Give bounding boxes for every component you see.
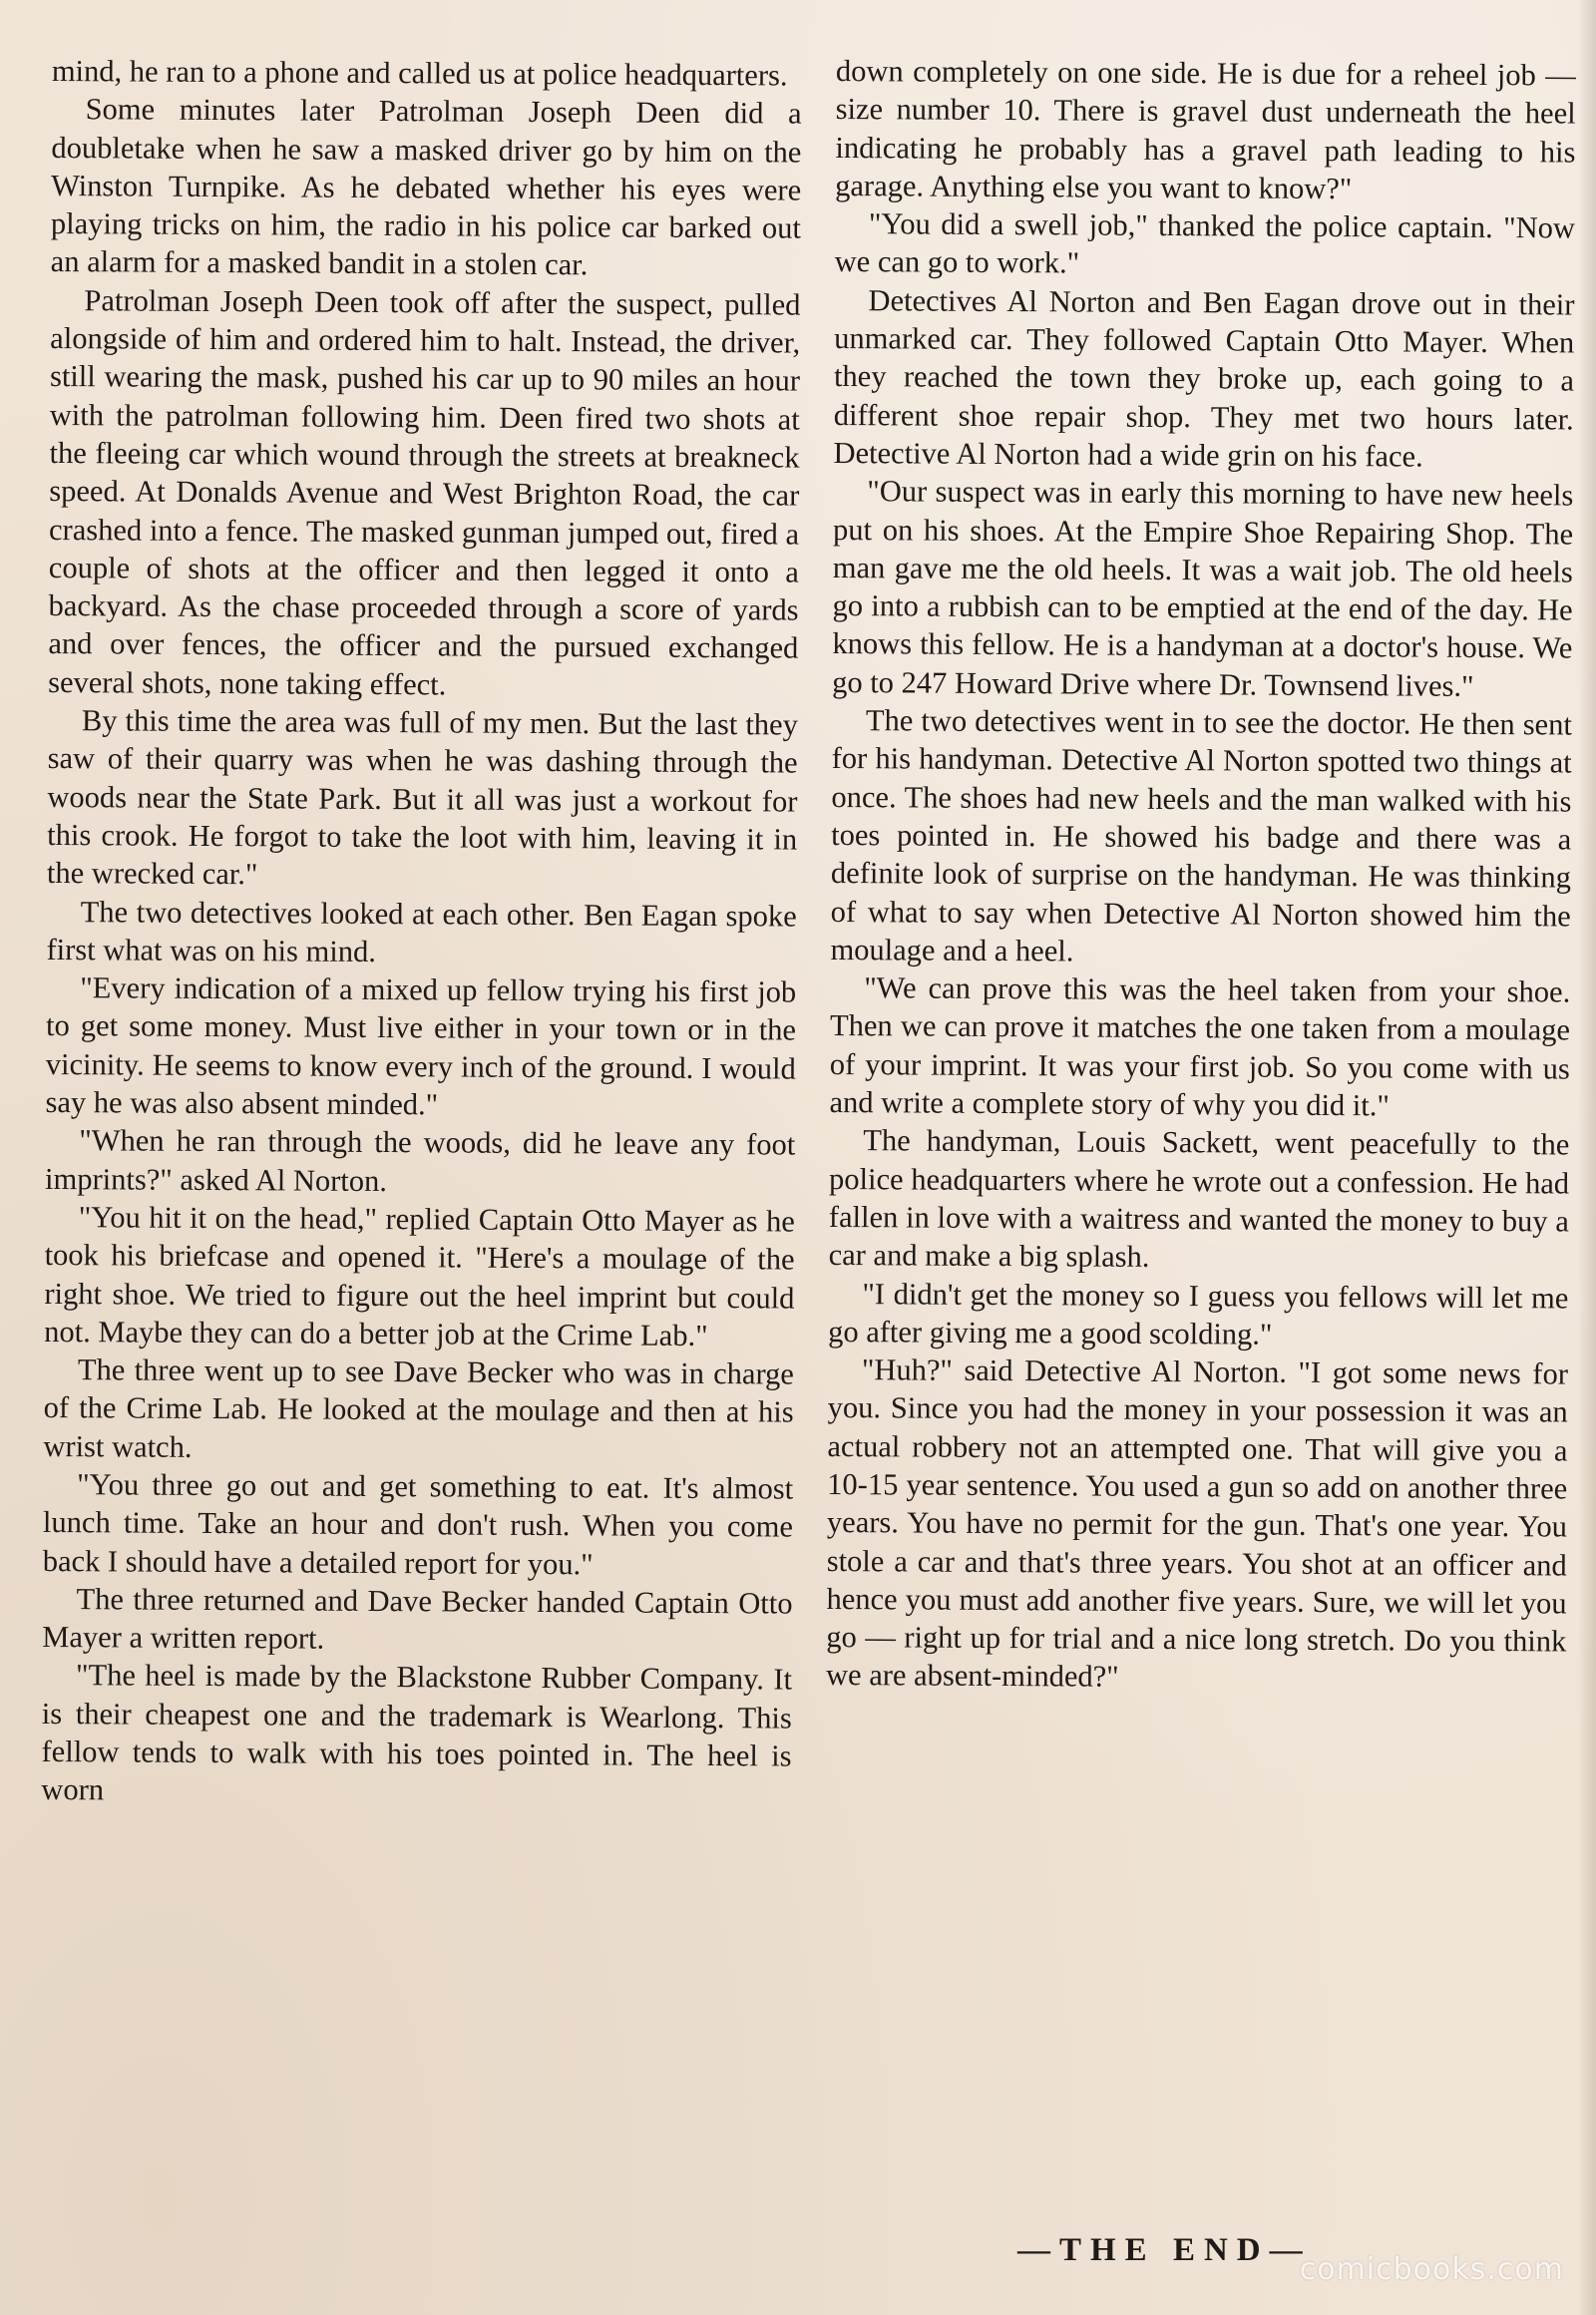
paragraph: The three returned and Dave Becker handed Captain Otto Mayer a written report. [42,1582,793,1656]
paragraph: "Our suspect was in early this morning to have new heels put on his shoes. At the Empire Shoe Repairing Shop. The man gave me the old heels. It was a wait job. The old heels go into a rubbish can to be emptied at the end of the day. He knows this fellow. He is a handyman at a doctor's house. We go to 247 Howard Drive where Dr. Townsend lives." [832,474,1574,703]
paragraph: The two detectives looked at each other. Ben Eagan spoke first what was on his mind. [46,894,797,968]
paragraph: "You hit it on the head," replied Captain Otto Mayer as he took his briefcase and opened it. "Here's a moulage of the right shoe. We tried to figure out the heel imprint but could not. Maybe they can do a better job at the Crime Lab." [44,1200,795,1352]
right-text-column [826,52,1576,1699]
paragraph: "You three go out and get something to eat. It's almost lunch time. Take an hour and don't rush. When you come back I should have a detailed report for you." [42,1467,794,1581]
paragraph: "Huh?" said Detective Al Norton. "I got some news for you. Since you had the money in your possession it was an actual robbery not an attempted one. That will give you a 10-15 year sentence. You used a gun so add on another three years. You have no permit for the gun. That's one year. You stole a car and that's three years. You shot at an officer and hence you must add another five years. Sure, we will let you go — right up for trial and a nice long stretch. Do you think we are absent-minded?" [825,1352,1569,1695]
paragraph: "You did a swell job," thanked the police captain. "Now we can go to work." [834,206,1576,280]
paragraph: Some minutes later Patrolman Joseph Deen did a doubletake when he saw a masked driver go by him on the Winston Turnpike. As he debated whether his eyes were playing tricks on him, the radio in his police car barked out an alarm for a masked bandit in a stolen car. [50,92,802,282]
paragraph: "Every indication of a mixed up fellow trying his first job to get some money. Must live either in your town or in the vicinity. He seems to know every inch of the ground. I would say he was also absent minded." [45,970,797,1122]
paragraph: Patrolman Joseph Deen took off after the suspect, pulled alongside of him and ordered him to halt. Instead, the driver, still wearing the mask, pushed his car up to 90 miles an hour with the patrolman following him. Deen fired two shots at the fleeing car which wound through the streets at breakneck speed. At Donalds Avenue and West Brighton Road, the car crashed into a fence. The masked gunman jumped out, fired a couple of shots at the officer and then legged it onto a backyard. As the chase proceeded through a score of yards and over fences, the officer and the pursued exchanged several shots, none taking effect. [48,282,801,702]
left-text-column [41,52,802,1813]
site-watermark: comicbooks.com [1299,2252,1564,2287]
paragraph: down completely on one side. He is due for a reheel job — size number 10. There is gravel dust underneath the heel indicating he probably has a gravel path leading to his garage. Anything else you want to know?" [835,53,1576,206]
paragraph: The three went up to see Dave Becker who was in charge of the Crime Lab. He looked at the moulage and then at his wrist watch. [43,1352,795,1464]
paragraph: "We can prove this was the heel taken from your shoe. Then we can prove it matches the one taken from a moulage of your imprint. It was your first job. So you come with us and write a complete story of why you did it." [829,970,1571,1123]
paragraph: Detectives Al Norton and Ben Eagan drove out in their unmarked car. They followed Captain Otto Mayer. When they reached the town they broke up, each going to a different shoe repair shop. They met two hours later. Detective Al Norton had a wide grin on his face. [833,282,1575,474]
paragraph: The handyman, Louis Sackett, went peacefully to the police headquarters where he wrote out a confession. He had fallen in love with a waitress and wanted the money to buy a car and make a big splash. [828,1123,1570,1275]
paragraph: By this time the area was full of my men. But the last they saw of their quarry was when he was dashing through the woods near the State Park. But it all was just a workout for this crook. He forgot to take the loot with him, leaving it in the wrecked car." [46,703,798,892]
paragraph: "When he ran through the woods, did he leave any foot imprints?" asked Al Norton. [44,1123,796,1198]
paragraph: The two detectives went in to see the doctor. He then sent for his handyman. Detective Al Norton spotted two things at once. The shoes had new heels and the man walked with his toes pointed in. He showed his badge and there was a definite look of surprise on the handyman. He was thinking of what to say when Detective Al Norton showed him the moulage and a heel. [830,703,1572,968]
the-end-marker: —THE END— [1017,2232,1312,2268]
paragraph: mind, he ran to a phone and called us at police headquarters. [51,53,788,93]
paragraph: "I didn't get the money so I guess you fellows will let me go after giving me a good scolding." [828,1276,1569,1351]
paragraph: "The heel is made by the Blackstone Rubber Company. It is their cheapest one and the trademark is Wearlong. This fellow tends to walk with his toes pointed in. The heel is worn [41,1658,793,1807]
page-edge-shadow [1578,0,1596,2315]
